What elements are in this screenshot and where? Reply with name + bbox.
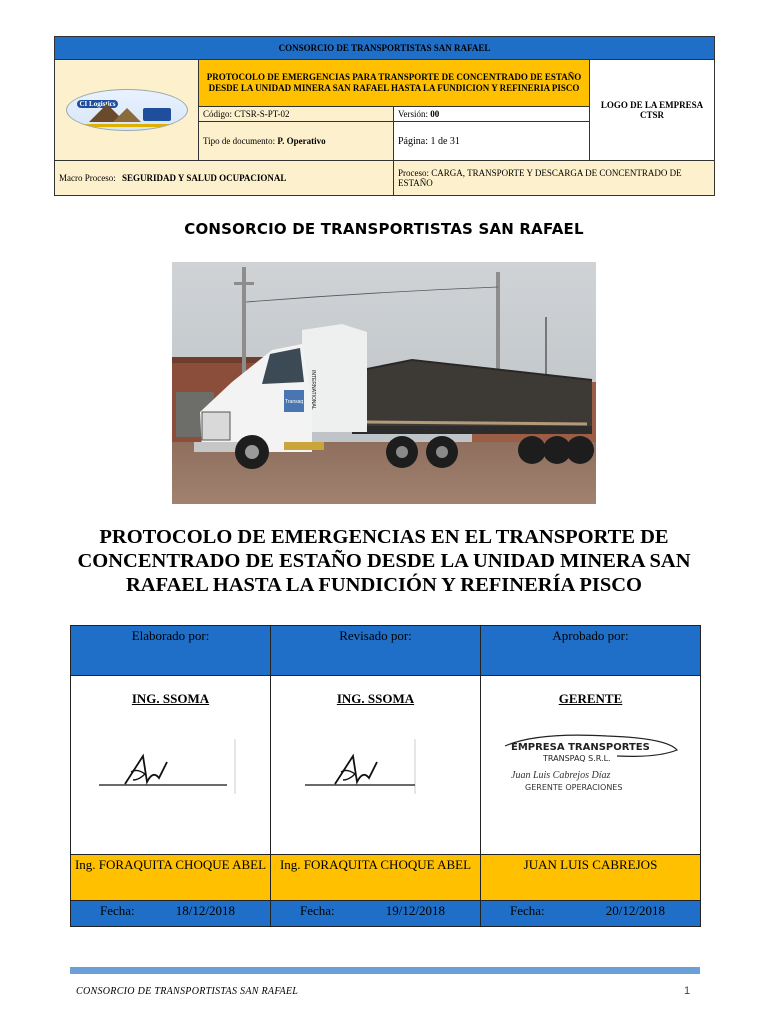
aprobado-heading: Aprobado por: [481, 626, 701, 676]
revisado-heading: Revisado por: [271, 626, 481, 676]
company-title: CONSORCIO DE TRANSPORTISTAS SAN RAFAEL [184, 220, 584, 238]
elaborado-name: Ing. FORAQUITA CHOQUE ABEL [71, 855, 271, 901]
aprobado-date [481, 901, 701, 927]
codigo-cell [199, 107, 394, 122]
stamp-line-3: Juan Luis Cabrejos Díaz [511, 770, 611, 781]
elaborado-signature-cell [71, 676, 271, 855]
stamp-line-2: TRANSPAQ S.R.L. [543, 754, 611, 763]
company-logo [55, 60, 199, 161]
version-cell [394, 107, 590, 122]
logistics-logo-icon [66, 89, 188, 131]
footer-company: CONSORCIO DE TRANSPORTISTAS SAN RAFAEL [76, 986, 299, 997]
tipo-label: Tipo de documento: [203, 136, 276, 146]
codigo-label: Código: [203, 109, 233, 119]
tipo-cell [199, 122, 394, 161]
version-value: 00 [430, 109, 440, 119]
pagina-cell: Página: 1 de 31 [394, 122, 590, 161]
fecha-value: 18/12/2018 [175, 903, 235, 918]
signature-image [295, 734, 445, 804]
tipo-value: P. Operativo [277, 136, 326, 146]
macro-cell [55, 161, 394, 196]
fecha-value: 19/12/2018 [385, 903, 445, 918]
logo-placeholder: LOGO DE LA EMPRESA CTSR [590, 60, 715, 161]
aprobado-name: JUAN LUIS CABREJOS [481, 855, 701, 901]
truck-cab-marking: INTERNATIONAL [310, 370, 316, 410]
fecha-value: 20/12/2018 [605, 903, 665, 918]
proceso-cell: Proceso: CARGA, TRANSPORTE Y DESCARGA DE CONCENTRADO DE ESTAÑO [394, 161, 715, 196]
document-header-table [54, 36, 715, 196]
aprobado-role: GERENTE [558, 691, 623, 706]
main-document-title: PROTOCOLO DE EMERGENCIAS EN EL TRANSPORTE DE CONCENTRADO DE ESTAÑO DESDE LA UNIDAD MINERA SAN RAFAEL HASTA LA FUNDICIÓN Y REFINERÍA PISCO [77, 526, 691, 596]
macro-label: Macro Proceso: [59, 173, 116, 183]
footer-bar [70, 967, 700, 974]
truck-door-marking: Transaq [285, 399, 304, 405]
approvals-table [70, 625, 701, 927]
signature-image [95, 734, 245, 804]
fecha-label: Fecha: [300, 903, 335, 918]
macro-value: SEGURIDAD Y SALUD OCUPACIONAL [121, 173, 287, 183]
revisado-role: ING. SSOMA [336, 691, 415, 706]
revisado-date [271, 901, 481, 927]
version-label: Versión: [398, 109, 428, 119]
codigo-value: CTSR-S-PT-02 [234, 109, 290, 119]
elaborado-date [71, 901, 271, 927]
stamp-line-1: EMPRESA TRANSPORTES [511, 742, 650, 753]
page-number: 1 [684, 985, 691, 997]
header-protocol-title: PROTOCOLO DE EMERGENCIAS PARA TRANSPORTE DE CONCENTRADO DE ESTAÑO DESDE LA UNIDAD MINERA SAN RAFAEL HASTA LA FUNDICION Y REFINERIA PISCO [199, 60, 590, 107]
company-stamp-image [497, 726, 687, 796]
fecha-label: Fecha: [510, 903, 545, 918]
header-company: CONSORCIO DE TRANSPORTISTAS SAN RAFAEL [55, 37, 715, 60]
revisado-name: Ing. FORAQUITA CHOQUE ABEL [271, 855, 481, 901]
elaborado-role: ING. SSOMA [131, 691, 210, 706]
fecha-label: Fecha: [100, 903, 135, 918]
revisado-signature-cell [271, 676, 481, 855]
truck-photo [172, 262, 596, 504]
aprobado-signature-cell [481, 676, 701, 855]
elaborado-heading: Elaborado por: [71, 626, 271, 676]
stamp-line-4: GERENTE OPERACIONES [525, 783, 623, 792]
logo-brand: CI Logistics [77, 100, 119, 108]
